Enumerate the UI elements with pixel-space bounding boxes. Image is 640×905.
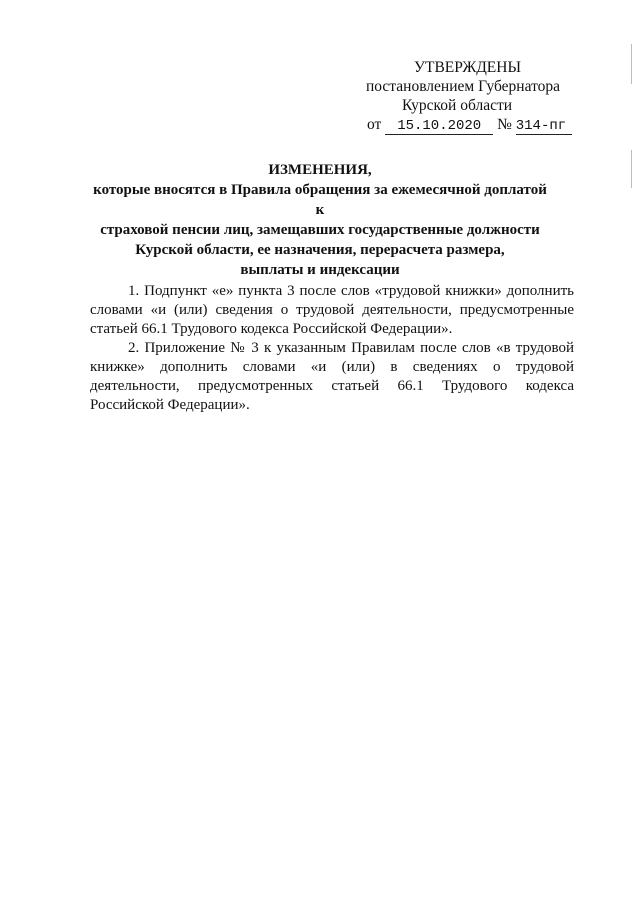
- approval-number: 314-пг: [516, 118, 572, 135]
- heading-title: ИЗМЕНЕНИЯ,: [268, 162, 372, 178]
- paragraph-2: 2. Приложение № 3 к указанным Правилам после слов «в трудовой книжке» дополнить словами «и (или) в сведениях о трудовой деятельности, предусмотренных статьей 66.1 Трудового кодекса Российской Федерации».: [90, 340, 574, 413]
- number-prefix: №: [497, 116, 512, 133]
- document-heading: [90, 160, 550, 280]
- document-body: [90, 282, 574, 415]
- heading-line: выплаты и индексации: [240, 262, 400, 278]
- scan-edge-mark: [631, 150, 632, 188]
- paragraph-1: 1. Подпункт «е» пункта 3 после слов «трудовой книжки» дополнить словами «и (или) сведения о трудовой деятельности, предусмотренные статьей 66.1 Трудового кодекса Российской Федерации».: [90, 283, 574, 337]
- heading-line: Курской области, ее назначения, перерасчета размера,: [135, 242, 505, 258]
- scan-edge-mark: [631, 44, 632, 84]
- approval-date-line: [330, 115, 610, 135]
- approval-date: 15.10.2020: [385, 118, 493, 135]
- approval-title: УТВЕРЖДЕНЫ: [414, 59, 521, 76]
- heading-line: которые вносятся в Правила обращения за ежемесячной доплатой к: [93, 182, 547, 218]
- approval-issuer: постановлением Губернатора: [366, 78, 561, 95]
- date-prefix: от: [367, 116, 382, 133]
- approval-region: Курской области: [402, 97, 513, 114]
- approval-block: [330, 58, 610, 135]
- heading-line: страховой пенсии лиц, замещавших государственные должности: [100, 222, 540, 238]
